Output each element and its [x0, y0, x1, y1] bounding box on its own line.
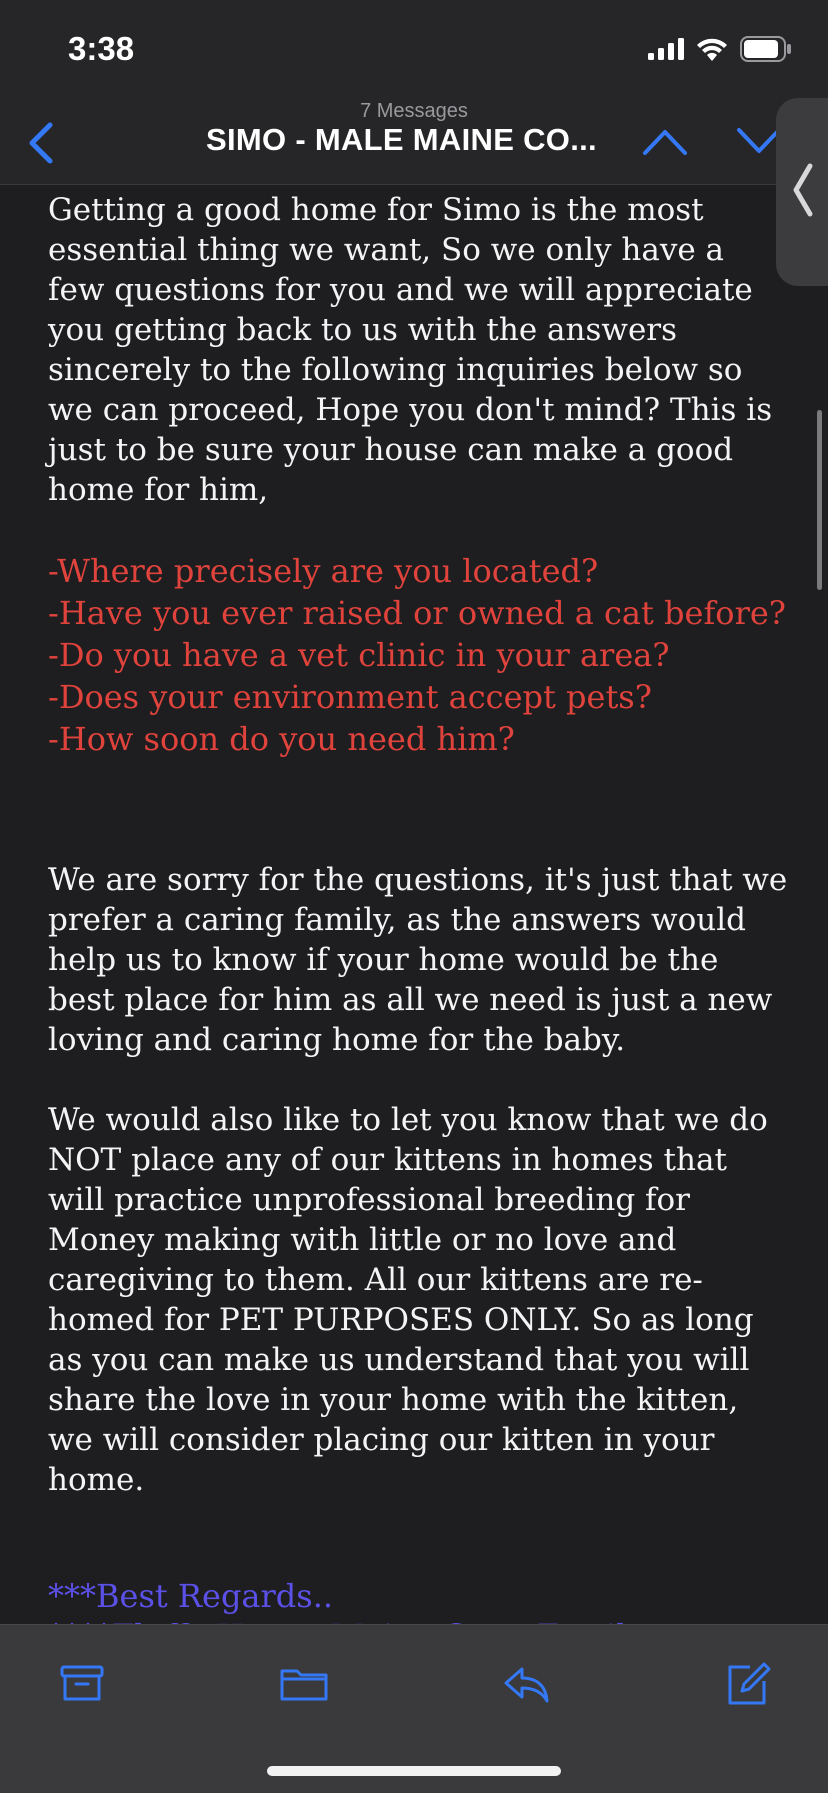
archive-icon	[56, 1657, 108, 1709]
back-chevron-icon	[22, 120, 62, 166]
status-time: 3:38	[68, 30, 135, 67]
chevron-up-icon	[642, 126, 688, 156]
question-item: -Where precisely are you located?	[48, 552, 599, 590]
compose-button[interactable]	[722, 1657, 774, 1709]
reply-icon	[500, 1657, 552, 1709]
wifi-icon	[696, 37, 728, 61]
back-button[interactable]	[22, 120, 62, 166]
intro-paragraph: Getting a good home for Simo is the most essential thing we want, So we only have a few questions for you and we will appreciate you getting back to us with the answers sincerely to the following inquiries below so we can proceed, Hope you don't mind? This is just to be sure your house can make a good home for him,	[48, 192, 773, 508]
battery-icon	[740, 36, 792, 62]
message-count: 7 Messages	[360, 100, 468, 122]
apology-paragraph: We are sorry for the questions, it's just that we prefer a caring family, as the answers would help us to know if your home would be the best place for him as all we need is just a new loving and caring home for the baby.	[48, 862, 788, 1058]
nav-bar	[0, 100, 828, 185]
compose-icon	[722, 1657, 774, 1709]
move-to-folder-button[interactable]	[278, 1657, 330, 1709]
previous-message-button[interactable]	[642, 126, 688, 156]
reply-button[interactable]	[500, 1657, 552, 1709]
question-item: -Does your environment accept pets?	[48, 678, 652, 716]
archive-button[interactable]	[56, 1657, 108, 1709]
home-indicator[interactable]	[267, 1766, 561, 1776]
question-item: -Have you ever raised or owned a cat before?	[48, 594, 786, 632]
question-item: -How soon do you need him?	[48, 720, 515, 758]
policy-paragraph: We would also like to let you know that we do NOT place any of our kittens in homes that will practice unprofessional breeding for Money making with little or no love and caregiving to them. All our kittens are re-homed for PET PURPOSES ONLY. So as long as you can make us understand that you will share the love in your home with the kitten, we will consider placing our kitten in your home.	[48, 1102, 768, 1498]
chevron-left-icon	[788, 162, 816, 218]
signal-icon	[648, 38, 684, 60]
question-item: -Do you have a vet clinic in your area?	[48, 636, 670, 674]
folder-icon	[278, 1657, 330, 1709]
status-icons	[648, 36, 792, 62]
thread-title: SIMO - MALE MAINE CO...	[206, 122, 597, 157]
status-bar	[0, 0, 828, 100]
message-body	[48, 184, 788, 1624]
scroll-indicator[interactable]	[817, 410, 822, 590]
question-list	[48, 550, 788, 760]
signature-line: ***Best Regards..	[48, 1577, 334, 1615]
